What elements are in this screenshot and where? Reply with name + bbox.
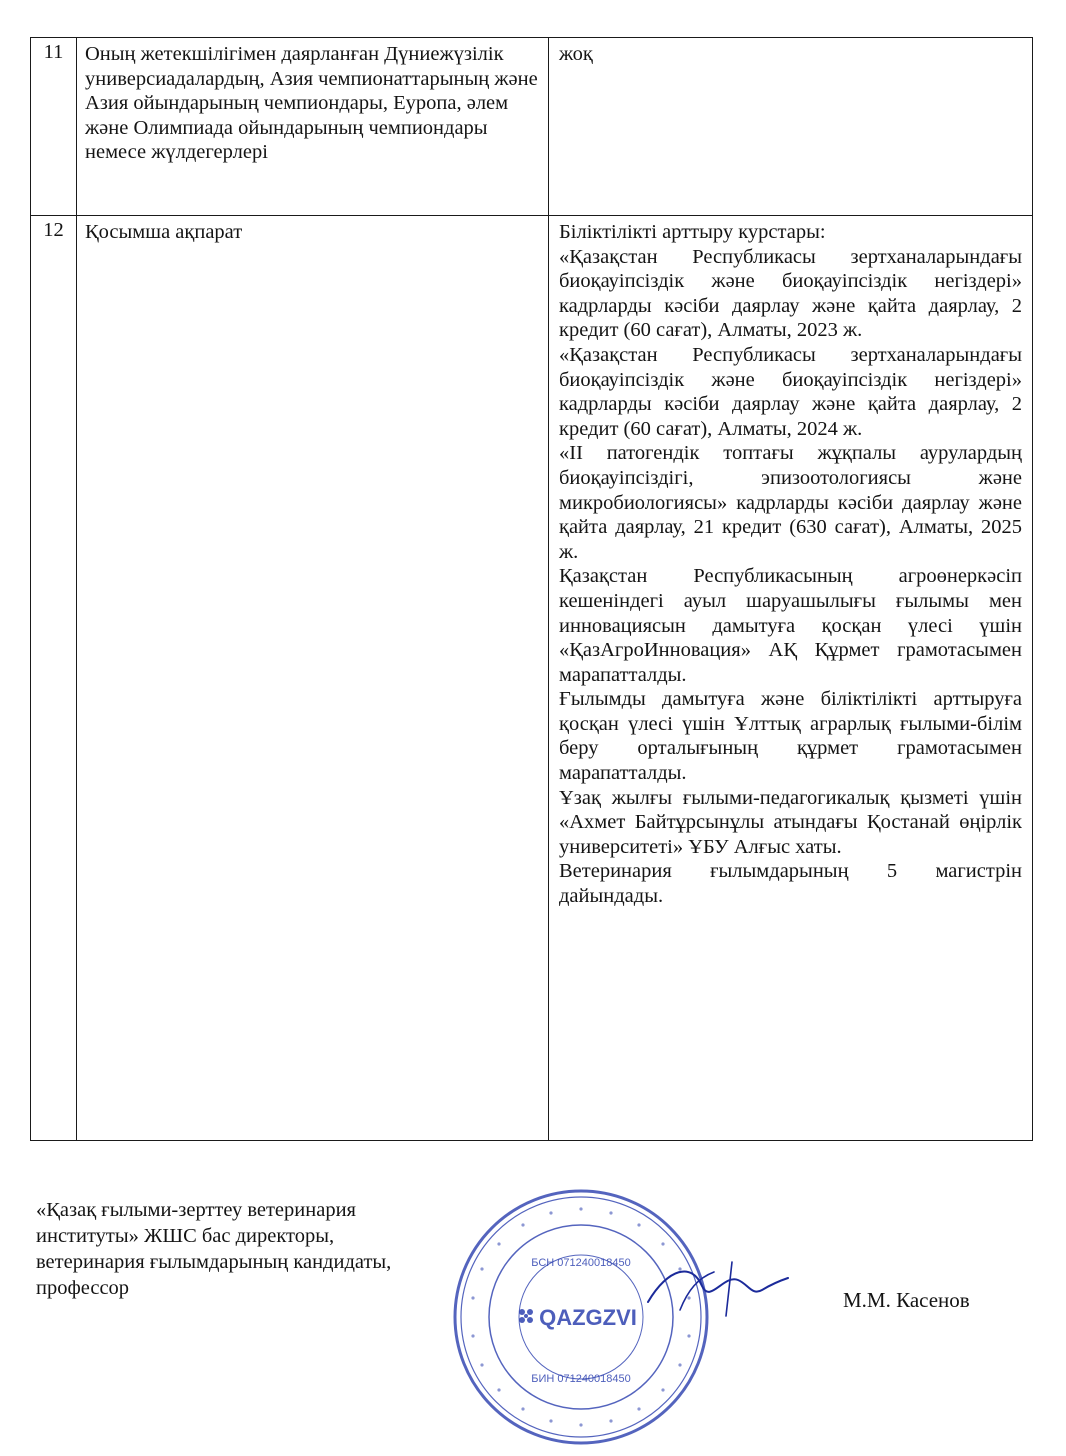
stamp-logo-icon xyxy=(519,1309,533,1323)
stamp-logo-text: QAZGZVI xyxy=(539,1305,637,1330)
course-1: «Қазақстан Республикасы зертханаларындағы биоқауіпсіздік және биоқауіпсіздік негіздері» кадрларды кәсіби даярлау және қайта даярлау, 2 кредит (60 сағат), Алматы, 2023 ж. xyxy=(559,245,1022,342)
course-3: «II патогендік топтағы жұқпалы аурулардың биоқауіпсіздігі, эпизоотологиясы және микробиологиясы» кадрларды кәсіби даярлау және қайта даярлау, 21 кредит (630 сағат), Алматы, 2025 ж. xyxy=(559,442,1022,563)
signer-name: М.М. Касенов xyxy=(843,1288,970,1312)
row-value: жоқ xyxy=(549,38,1033,216)
courses-heading: Біліктілікті арттыру курстары: xyxy=(559,221,826,243)
table-row xyxy=(31,38,1033,216)
table-row xyxy=(31,216,1033,1141)
info-table xyxy=(30,37,1033,1141)
org-line: «Қазақ ғылыми-зерттеу ветеринария xyxy=(36,1199,356,1221)
row-value xyxy=(549,216,1033,1141)
handwritten-signature xyxy=(640,1250,790,1330)
row-number: 11 xyxy=(31,38,77,216)
award-kazagroinnovation: Қазақстан Республикасының агроөнеркәсіп кешеніндегі ауыл шаруашылығы ғылымы мен инновациясын дамытуға қосқан үлесі үшін «ҚазАгроИнновация» АҚ Құрмет грамотасымен марапатталды. xyxy=(559,565,1022,686)
row-label: Қосымша ақпарат xyxy=(77,216,549,1141)
stamp-bin: БИН 071240018450 xyxy=(531,1373,631,1385)
org-signature-block xyxy=(36,1197,506,1301)
award-kostanay-university: Ұзақ жылғы ғылыми-педагогикалық қызметі үшін «Ахмет Байтұрсынұлы атындағы Қостанай өңірлік университеті» ҰБУ Алғыс хаты. xyxy=(559,786,1022,858)
org-line: институты» ЖШС бас директоры, xyxy=(36,1225,335,1247)
stamp-bsn: БСН 071240018450 xyxy=(531,1257,631,1269)
row-label: Оның жетекшілігімен даярланған Дүниежүзілік универсиадалардың, Азия чемпионаттарының және Азия ойындарының чемпиондары, Еуропа, әлем және Олимпиада ойындарының чемпиондары немесе жүлдегерлері xyxy=(77,38,549,216)
org-line: профессор xyxy=(36,1277,130,1299)
row-number: 12 xyxy=(31,216,77,1141)
course-2: «Қазақстан Республикасы зертханаларындағы биоқауіпсіздік және биоқауіпсіздік негіздері» кадрларды кәсіби даярлау және қайта даярлау, 2 кредит (60 сағат), Алматы, 2024 ж. xyxy=(559,343,1022,440)
masters-prepared: Ветеринария ғылымдарының 5 магистрін дайындады. xyxy=(559,860,1022,908)
award-national-center: Ғылымды дамытуға және біліктілікті арттыруға қосқан үлесі үшін Ұлттық аграрлық ғылыми-білім беру орталығының құрмет грамотасымен марапатталды. xyxy=(559,688,1022,785)
org-line: ветеринария ғылымдарының кандидаты, xyxy=(36,1251,392,1273)
